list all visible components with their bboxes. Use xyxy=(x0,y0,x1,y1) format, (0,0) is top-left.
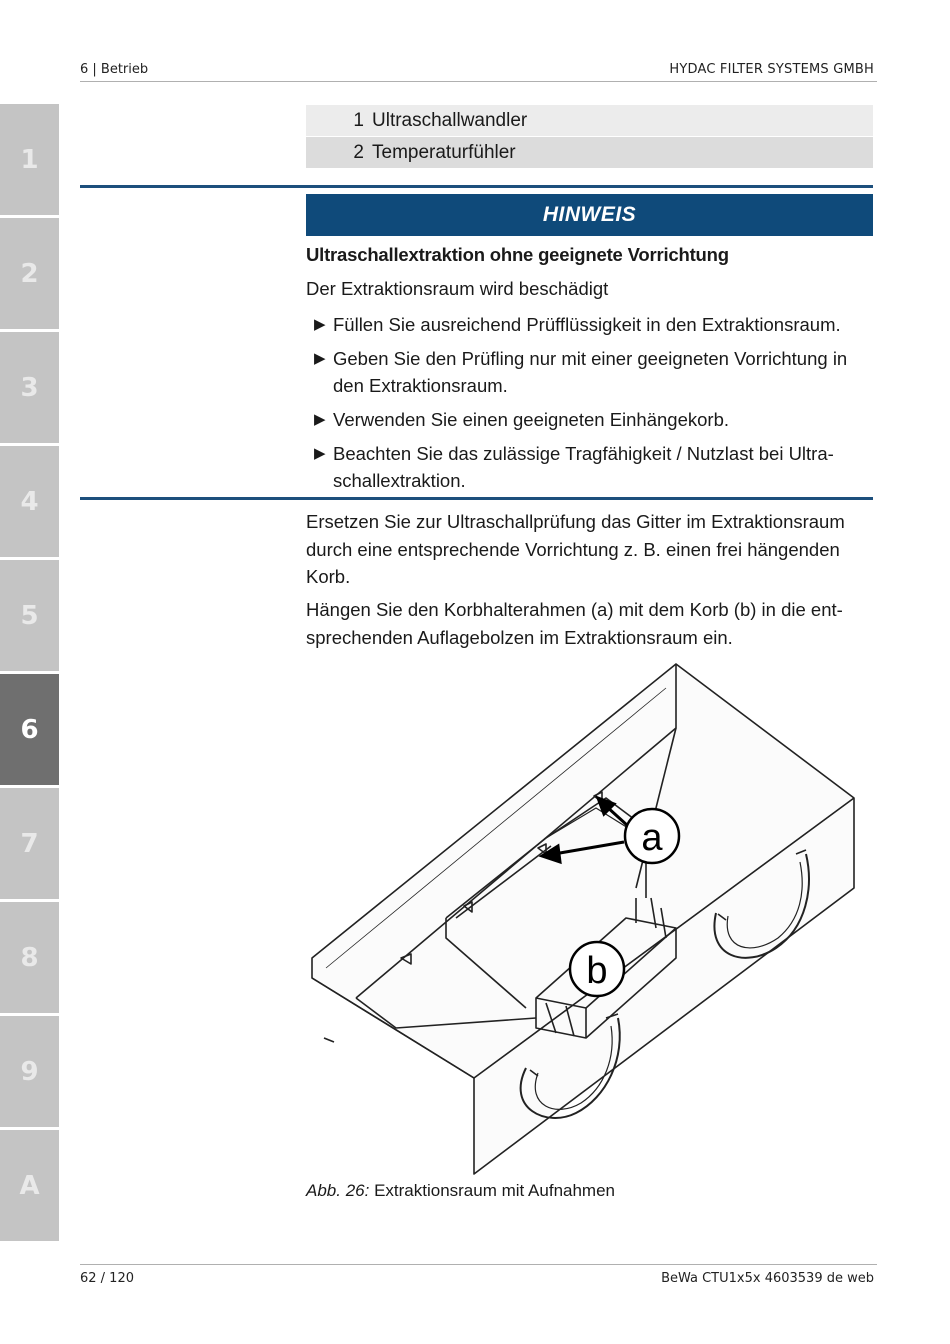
header-section: 6 | Betrieb xyxy=(80,62,149,77)
chapter-tabs xyxy=(0,104,59,1244)
instruction-text: Beachten Sie das zulässige Tragfähigkeit / Nutzlast bei Ultra-schallextraktion. xyxy=(333,443,834,491)
paragraph: Ersetzen Sie zur Ultraschallprüfung das Gitter im Extraktionsraum durch eine entsprechende Vorrichtung z. B. einen frei hängenden Korb. xyxy=(306,511,845,587)
legend-row xyxy=(306,105,873,136)
legend-number: 1 xyxy=(353,109,364,131)
play-arrow-icon: ▶ xyxy=(314,316,326,333)
chapter-tab-1[interactable]: 1 xyxy=(0,104,59,215)
figure-legend-table xyxy=(306,105,873,169)
notice-instructions xyxy=(314,311,879,501)
chapter-tab-6[interactable]: 6 xyxy=(0,674,59,785)
page-header xyxy=(80,60,877,82)
notice-heading: HINWEIS xyxy=(306,194,873,236)
legend-label: Temperaturfühler xyxy=(372,141,516,163)
legend-row xyxy=(306,137,873,168)
caption-text: Extraktionsraum mit Aufnahmen xyxy=(374,1181,616,1200)
chapter-tab-3[interactable]: 3 xyxy=(0,332,59,443)
instruction-text: Geben Sie den Prüfling nur mit einer geeigneten Vorrichtung in den Extraktionsraum. xyxy=(333,348,848,396)
chapter-tab-8[interactable]: 8 xyxy=(0,902,59,1013)
chapter-tab-2[interactable]: 2 xyxy=(0,218,59,329)
extraction-chamber-figure xyxy=(306,658,866,1178)
caption-label: Abb. 26: xyxy=(306,1181,370,1200)
notice-title: Ultraschallextraktion ohne geeignete Vorrichtung xyxy=(306,244,729,265)
callout-a-label: a xyxy=(641,817,663,859)
play-arrow-icon: ▶ xyxy=(314,350,326,367)
page-footer xyxy=(80,1264,877,1294)
chapter-tab-9[interactable]: 9 xyxy=(0,1016,59,1127)
callout-b-label: b xyxy=(586,950,608,992)
page-number: 62 / 120 xyxy=(80,1271,134,1286)
legend-label: Ultraschallwandler xyxy=(372,109,528,131)
play-arrow-icon: ▶ xyxy=(314,445,326,462)
figure-caption xyxy=(306,1181,615,1201)
notice-top-rule xyxy=(80,185,873,188)
list-item xyxy=(314,440,879,494)
list-item xyxy=(314,311,879,338)
chapter-tab-a[interactable]: A xyxy=(0,1130,59,1241)
notice-consequence: Der Extraktionsraum wird beschädigt xyxy=(306,278,609,299)
list-item xyxy=(314,406,879,433)
chapter-tab-4[interactable]: 4 xyxy=(0,446,59,557)
legend-number: 2 xyxy=(353,141,364,163)
chapter-tab-5[interactable]: 5 xyxy=(0,560,59,671)
chapter-tab-7[interactable]: 7 xyxy=(0,788,59,899)
extraction-chamber-drawing xyxy=(306,658,866,1178)
list-item xyxy=(314,345,879,399)
notice-bottom-rule xyxy=(80,497,873,500)
header-company: HYDAC FILTER SYSTEMS GMBH xyxy=(669,62,874,77)
paragraph: Hängen Sie den Korbhalterahmen (a) mit dem Korb (b) in die ent-sprechenden Auflagebolzen im Extraktionsraum ein. xyxy=(306,599,843,648)
instruction-text: Füllen Sie ausreichend Prüfflüssigkeit in den Extraktionsraum. xyxy=(333,314,841,335)
document-id: BeWa CTU1x5x 4603539 de web xyxy=(661,1271,874,1286)
play-arrow-icon: ▶ xyxy=(314,411,326,428)
instruction-text: Verwenden Sie einen geeigneten Einhängekorb. xyxy=(333,409,730,430)
